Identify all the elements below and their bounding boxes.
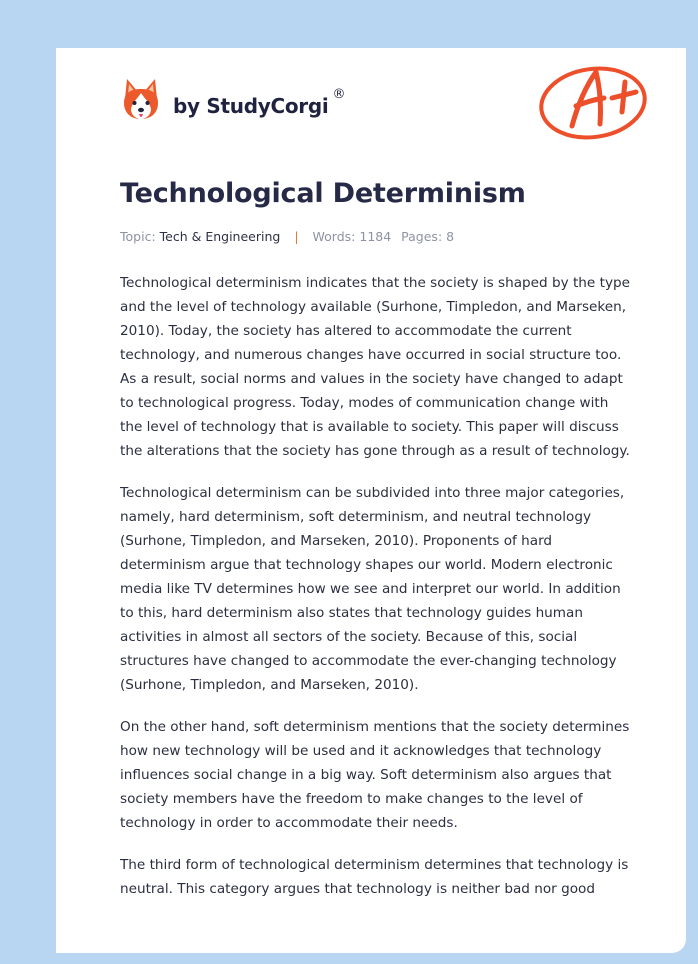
document-card [56, 48, 686, 953]
topic-link[interactable]: Tech & Engineering [159, 229, 281, 244]
pages-count: 8 [446, 229, 455, 244]
paragraph: Technological determinism can be subdivided into three major categories, namely, hard determinism, soft determinism, and neutral technology (Surhone, Timpledon, and Marseken, 2010). Proponents of hard determinism argue that technology shapes our world. Modern electronic media like TV determines how we see and interpret our world. In addition to this, hard determinism also states that technology guides human activities in almost all sectors of the society. Because of this, social structures have changed to accommodate the ever-changing technology (Surhone, Timpledon, and Marseken, 2010). [120, 485, 625, 693]
document-body [120, 271, 632, 919]
a-plus-grade-icon [536, 58, 652, 142]
paragraph: On the other hand, soft determinism mentions that the society determines how new technology will be used and it acknowledges that technology influences social change in a big way. Soft determinism also argues that society members have the freedom to make changes to the level of technology in order to accommodate their needs. [120, 719, 630, 831]
paragraph: The third form of technological determinism determines that technology is neutral. This category argues that technology is neither bad nor good [120, 857, 629, 897]
corgi-logo-icon [121, 77, 161, 123]
paragraph: Technological determinism indicates that the society is shaped by the type and the level of technology available (Surhone, Timpledon, and Marseken, 2010). Today, the society has altered to accommodate the current technology, and numerous changes have occurred in social structure too. As a result, social norms and values in the society have changed to adapt to technological progress. Today, modes of communication change with the level of technology that is available to society. This paper will discuss the alterations that the society has gone through as a result of technology. [120, 275, 630, 459]
words-count: 1184 [359, 229, 392, 244]
brand-header[interactable] [121, 76, 345, 124]
registered-mark: ® [332, 86, 346, 102]
page-title: Technological Determinism [120, 178, 526, 209]
pages-label: Pages: [401, 229, 443, 244]
document-meta [120, 229, 454, 244]
brand-name: by StudyCorgi [173, 94, 329, 118]
meta-separator: | [294, 229, 299, 244]
topic-label: Topic: [120, 229, 156, 244]
words-label: Words: [312, 229, 356, 244]
